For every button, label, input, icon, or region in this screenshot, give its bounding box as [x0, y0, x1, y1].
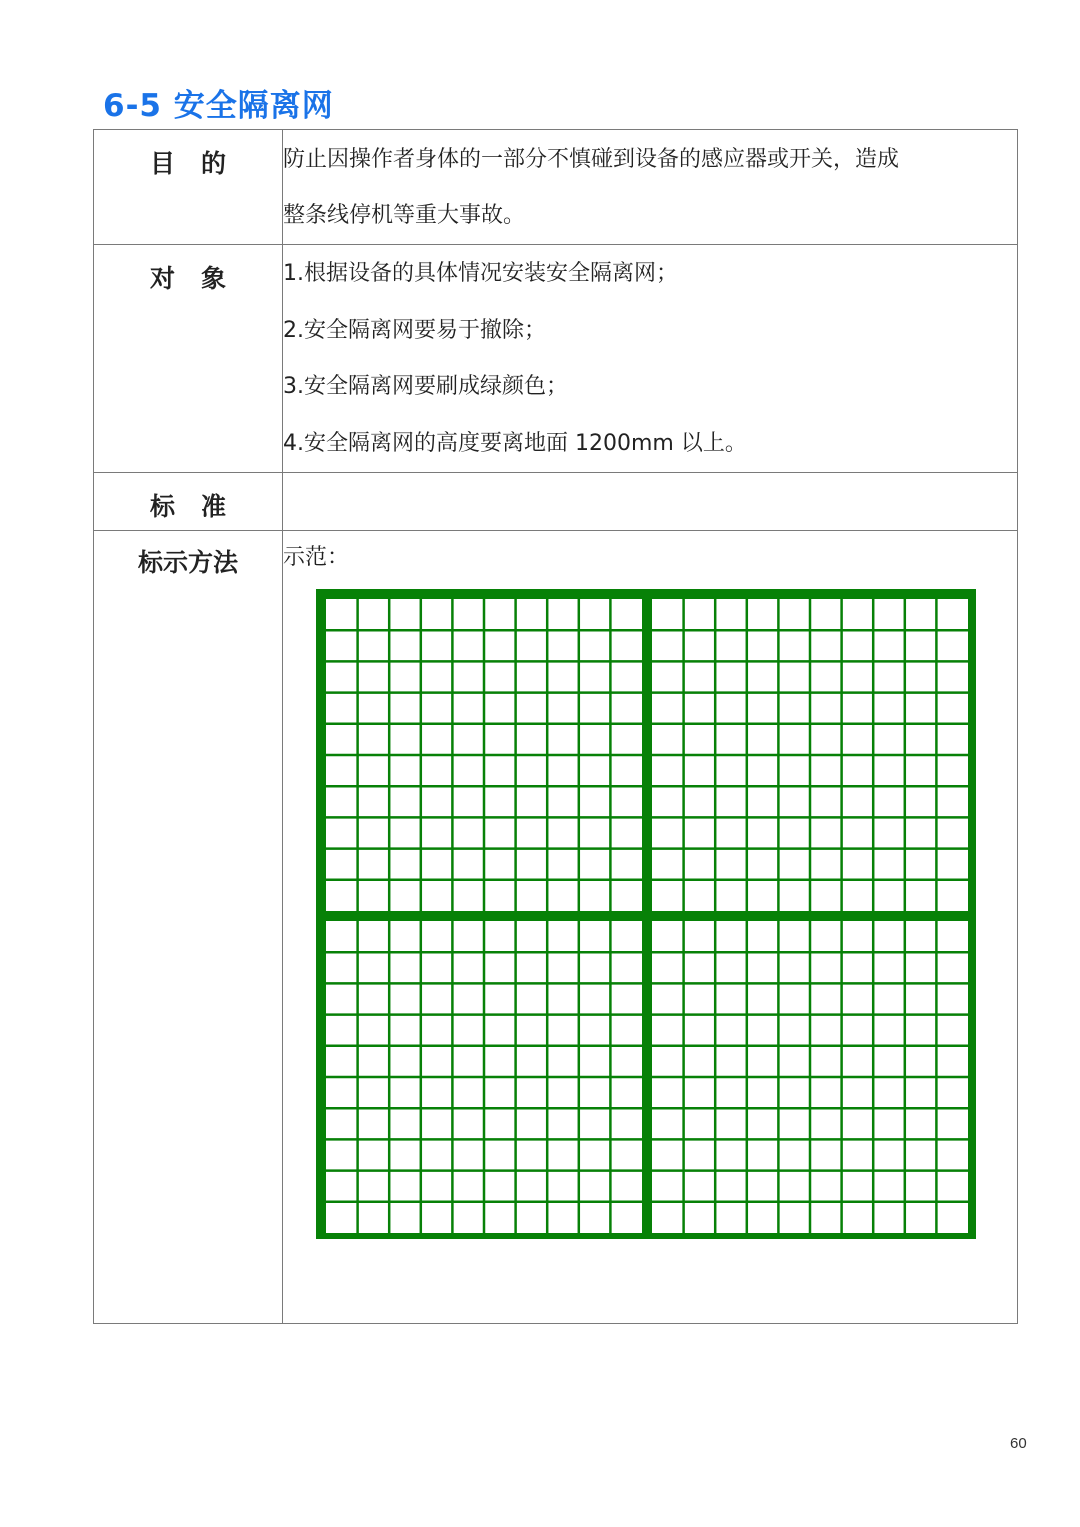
method-content: [283, 531, 1018, 1324]
standard-content: [283, 473, 1018, 531]
table-row-standard: [94, 473, 1018, 531]
purpose-content: [283, 130, 1018, 245]
target-label: 对象: [94, 245, 283, 473]
page-number: 60: [1010, 1435, 1027, 1452]
table-row-purpose: [94, 130, 1018, 245]
table-row-target: [94, 245, 1018, 473]
target-content: [283, 245, 1018, 473]
method-label: 标示方法: [94, 531, 283, 1324]
table-row-method: [94, 531, 1018, 1324]
purpose-line-1: 防止因操作者身体的一部分不慎碰到设备的感应器或开关，造成: [283, 147, 900, 172]
target-item-3: 3.安全隔离网要刷成绿颜色；: [283, 374, 568, 399]
purpose-label: 目的: [94, 130, 283, 245]
target-item-1: 1.根据设备的具体情况安装安全隔离网；: [283, 261, 678, 286]
page-title: 6-5 安全隔离网: [103, 88, 334, 124]
standard-label: 标准: [94, 473, 283, 531]
purpose-line-2: 整条线停机等重大事故。: [283, 203, 526, 228]
target-item-2: 2.安全隔离网要易于撤除；: [283, 317, 546, 343]
spec-table: [93, 129, 1018, 1324]
demo-label: 示范：: [283, 545, 350, 570]
safety-mesh-illustration: [316, 589, 976, 1239]
target-item-4: 4.安全隔离网的高度要离地面 1200mm 以上。: [283, 430, 747, 456]
